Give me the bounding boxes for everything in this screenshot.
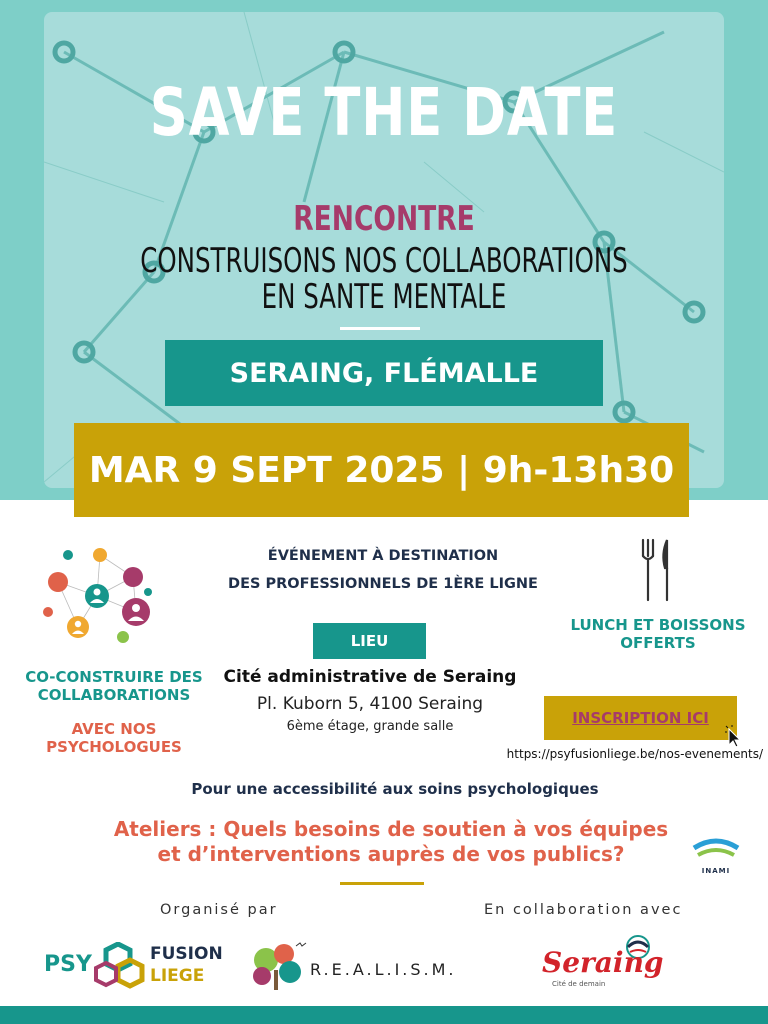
venue-label-badge: LIEU [313, 623, 426, 659]
logo-liege-text: LIEGE [150, 966, 205, 986]
collaboration-label: En collaboration avec [484, 902, 683, 918]
event-kicker: RENCONTRE [293, 199, 475, 239]
registration-url[interactable]: https://psyfusionliege.be/nos-evenements/ [506, 747, 763, 761]
date-banner: MAR 9 SEPT 2025 | 9h-13h30 [74, 423, 689, 517]
left-column-text [0, 668, 228, 756]
left-line-1: CO-CONSTRUIRE DES [25, 668, 203, 686]
left-line-4: PSYCHOLOGUES [46, 738, 182, 756]
audience-line-1: ÉVÉNEMENT À DESTINATION [267, 548, 499, 564]
workshops-line-1: Ateliers : Quels besoins de soutien à vos équipes [113, 817, 669, 841]
lunch-line-1: LUNCH ET BOISSONS [570, 616, 746, 634]
event-headline [108, 241, 661, 317]
venue-name: Cité administrative de Seraing [223, 667, 517, 687]
lunch-line-2: OFFERTS [620, 634, 696, 652]
logo-realism-text: R.E.A.L.I.S.M. [310, 960, 457, 979]
save-the-date-title: SAVE THE DATE [149, 74, 619, 151]
registration-button[interactable]: INSCRIPTION ICI [544, 696, 737, 740]
tree-icon [246, 940, 308, 992]
location-banner: SERAING, FLÉMALLE [165, 340, 603, 406]
puzzle-hex-icon [92, 942, 148, 990]
left-line-2: COLLABORATIONS [37, 686, 191, 704]
venue-address: Pl. Kuborn 5, 4100 Seraing [256, 694, 484, 714]
inami-logo [690, 838, 742, 875]
inami-label: INAMI [701, 867, 731, 875]
workshops-line-2: et d’interventions auprès de vos publics? [157, 842, 625, 866]
lunch-offer-text [548, 616, 768, 652]
bottom-background-band [0, 1006, 768, 1024]
venue-room: 6ème étage, grande salle [286, 719, 454, 734]
co-construct-heading [0, 668, 228, 704]
headline-line-2: EN SANTE MENTALE [261, 276, 507, 317]
seraing-logo [532, 934, 672, 998]
fork-knife-icon [640, 538, 674, 606]
left-line-3: AVEC NOS [71, 720, 157, 738]
audience-line-2: DES PROFESSIONNELS DE 1ÈRE LIGNE [228, 575, 538, 592]
inami-logo-icon [690, 838, 742, 862]
accessibility-statement: Pour une accessibilité aux soins psychologiques [191, 780, 599, 798]
workshops-divider [340, 882, 424, 885]
organised-by-label: Organisé par [160, 902, 278, 918]
psy-fusion-liege-logo [44, 938, 223, 994]
psychologists-heading [0, 720, 228, 756]
logo-seraing-subtitle: Cité de demain [552, 980, 606, 988]
workshops-text [0, 817, 768, 867]
audience-text [222, 543, 544, 598]
realism-logo [246, 940, 457, 992]
logo-fusion-text: FUSION [150, 944, 223, 964]
title-divider [340, 327, 420, 330]
logo-psy-text: PSY [44, 952, 92, 977]
headline-line-1: CONSTRUISONS NOS COLLABORATIONS [140, 241, 628, 281]
people-network-icon [38, 537, 156, 659]
logo-seraing-text: Seraing [542, 946, 664, 979]
